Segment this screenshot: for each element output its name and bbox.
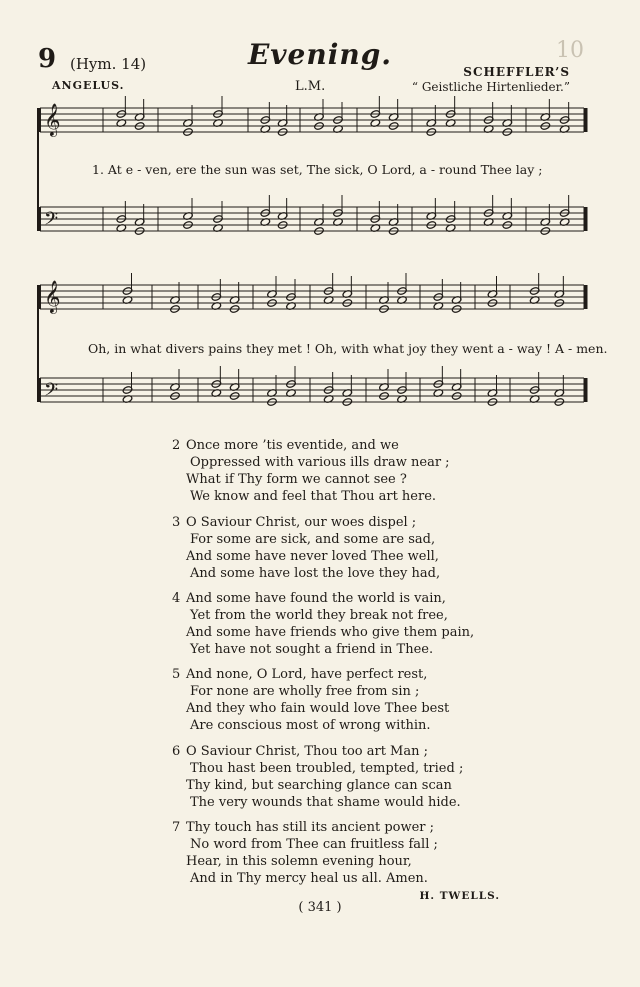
lyric-line-2: Oh, in what divers pains they met ! Oh, with what joy they went a - way ! A - men. — [88, 341, 608, 356]
stanza-6 — [172, 743, 463, 811]
stanza-line: What if Thy form we cannot see ? — [186, 472, 407, 487]
treble-clef-icon: 𝄞 — [44, 280, 61, 313]
author-credit: H. TWELLS. — [419, 890, 500, 902]
stanza-line: Hear, in this solemn evening hour, — [186, 854, 412, 869]
stanza-number: 6 — [172, 744, 181, 759]
stanza-line: Are conscious most of wrong within. — [190, 718, 431, 733]
stanza-line: We know and feel that Thou art here. — [190, 489, 437, 504]
stanza-line: And in Thy mercy heal us all. Amen. — [190, 871, 428, 886]
treble-clef-icon: 𝄞 — [44, 103, 61, 136]
stanza-number: 5 — [172, 667, 181, 682]
stanza-number: 7 — [172, 820, 181, 835]
stanza-line: 4 And some have found the world is vain, — [172, 591, 446, 606]
stanza-number: 2 — [172, 438, 181, 453]
stanza-line: Yet from the world they break not free, — [190, 608, 448, 623]
stanza-number: 3 — [172, 515, 181, 530]
stanza-line: And they who fain would love Thee best — [186, 701, 450, 716]
stanza-line: The very wounds that shame would hide. — [190, 795, 461, 810]
stanza-line: Thy kind, but searching glance can scan — [186, 778, 452, 793]
stanza-line: Oppressed with various ills draw near ; — [190, 455, 450, 470]
stanza-2 — [172, 437, 450, 505]
source-collection: “ Geistliche Hirtenlieder.” — [411, 80, 570, 94]
hymn-number: 9 — [38, 44, 57, 74]
hymn-reference: (Hym. 14) — [70, 55, 147, 73]
bass-clef-icon: 𝄢 — [44, 209, 59, 234]
stanza-7 — [172, 819, 438, 887]
source-composer: SCHEFFLER’S — [463, 65, 570, 79]
stanza-line: And some have friends who give them pain, — [186, 625, 475, 640]
lyric-line-1: 1. At e - ven, ere the sun was set, The sick, O Lord, a - round Thee lay ; — [92, 162, 543, 177]
show-through-corner-mark: 10 — [556, 38, 584, 63]
meter: L.M. — [295, 79, 326, 94]
stanza-line: For some are sick, and some are sad, — [190, 532, 436, 547]
hymn-title: Evening. — [247, 38, 393, 71]
stanza-line: 3 O Saviour Christ, our woes dispel ; — [172, 515, 417, 530]
stanza-line: 5 And none, O Lord, have perfect rest, — [172, 667, 428, 682]
tune-name: ANGELUS. — [52, 79, 125, 92]
stanza-line: 7 Thy touch has still its ancient power ; — [172, 820, 435, 835]
bass-clef-icon: 𝄢 — [44, 380, 59, 405]
stanza-line: And some have lost the love they had, — [190, 566, 441, 581]
stanza-3 — [172, 514, 440, 582]
stanza-line: For none are wholly free from sin ; — [190, 684, 420, 699]
stanza-line: 6 O Saviour Christ, Thou too art Man ; — [172, 744, 428, 759]
page-number: ( 341 ) — [298, 900, 342, 915]
stanza-5 — [172, 666, 449, 734]
stanza-line: And some have never loved Thee well, — [186, 549, 439, 564]
music-score — [0, 0, 640, 420]
stanza-line: Thou hast been troubled, tempted, tried ; — [190, 761, 464, 776]
stanza-line: 2 Once more ’tis eventide, and we — [172, 438, 399, 453]
stanza-number: 4 — [172, 591, 181, 606]
stanza-4 — [172, 590, 474, 658]
stanza-line: No word from Thee can fruitless fall ; — [190, 837, 438, 852]
stanza-line: Yet have not sought a friend in Thee. — [190, 642, 434, 657]
